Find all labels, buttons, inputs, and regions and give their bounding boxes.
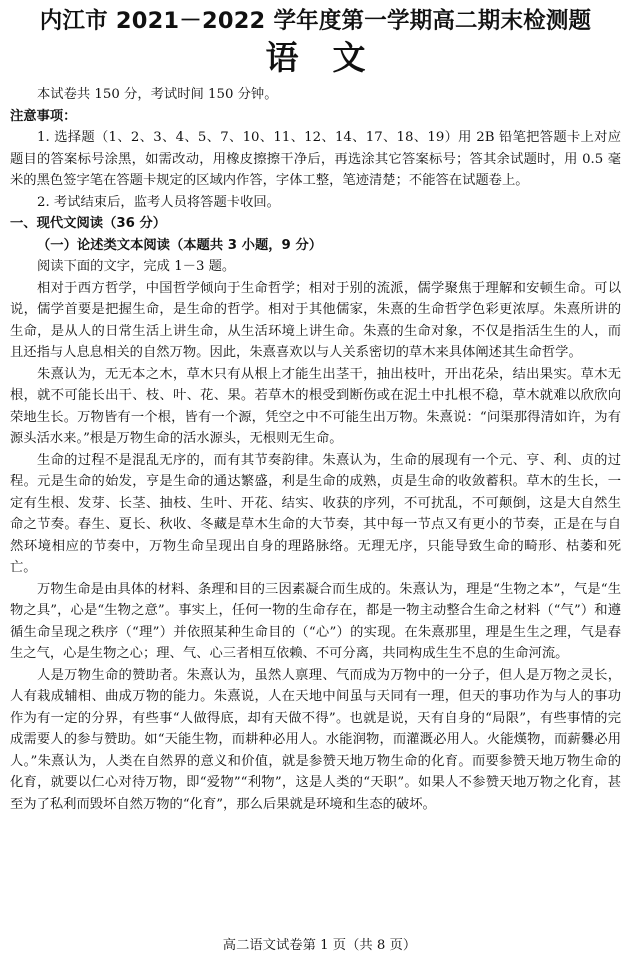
passage-paragraph-5: 人是万物生命的赞助者。朱熹认为，虽然人禀理、气而成为万物中的一分子，但人是万物之灵长，人有栽成辅相、曲成万物的能力。朱熹说，人在天地中间虽与天同有一理，但天的事功作为与人的事功作为有一定的分界，有些事“人做得底，却有天做不得”。也就是说，天有自身的“局限”，有些事情的完成需要人的参与赞助。如“天能生物，而耕种必用人。水能润物，而灌溉必用人。火能熯物，而薪爨必用人。”朱熹认为，人类在自然界的意义和价值，就是参赞天地万物生命的化育。而要参赞天地万物生命的化育，就要以仁心对待万物，即“爱物”“利物”，这是人类的“天职”。如果人不参赞天地万物之化育，甚至为了私利而毁坏自然万物的“化育”，那么后果就是环境和生态的破坏。 xyxy=(10,667,621,812)
notice-item-2: 2. 考试结束后，监考人员将答题卡收回。 xyxy=(37,194,280,210)
passage-paragraph-4: 万物生命是由具体的材料、条理和目的三因素凝合而生成的。朱熹认为，理是“生物之本”，气是“生物之具”，心是“生物之意”。事实上，任何一物的生命存在，都是一物主动整合生命之材料（“气”）和遵循生命呈现之秩序（“理”）并依照某种生命目的（“心”）的实现。在朱熹那里，理是生生之理，气是春生之气，心是生物之心；理、气、心三者相互依赖、不可分离，共同构成生生不息的生命河流。 xyxy=(10,581,621,661)
intro-text: 本试卷共 150 分，考试时间 150 分钟。 xyxy=(37,87,278,102)
notice-heading: 注意事项： xyxy=(10,108,77,124)
section-heading: 一、现代文阅读（36 分） xyxy=(10,216,167,231)
exam-title: 内江市 2021－2022 学年度第一学期高二期末检测题 xyxy=(39,8,592,34)
subject-title: 语文 xyxy=(265,38,400,77)
passage-paragraph-3: 生命的过程不是混乱无序的，而有其节奏韵律。朱熹认为，生命的展现有一个元、亨、利、贞的过程。元是生命的始发，亨是生命的通达繁盛，利是生命的成熟，贞是生命的收敛蓄积。草木的生长，一定有生根、发芽、长茎、抽枝、生叶、开花、结实、收获的序列，不可扰乱，不可颠倒，这是大自然生命之节奏。春生、夏长、秋收、冬藏是草木生命的大节奏，其中每一节点又有更小的节奏，正是在与自然环境相应的节奏中，万物生命呈现出自身的理路脉络。无理无序，只能导致生命的畸形、枯萎和死亡。 xyxy=(10,452,621,575)
passage-paragraph-2: 朱熹认为，无无本之木，草木只有从根上才能生出茎干，抽出枝叶，开出花朵，结出果实。草木无根，就不可能长出干、枝、叶、花、果。若草木的根受到断伤或在泥土中扎根不稳，草木就难以欣欣向荣地生长。万物皆有一个根，皆有一个源，凭空之中不可能生出万物。朱熹说：“问渠那得清如许，为有源头活水来。”根是万物生命的活水源头，无根则无生命。 xyxy=(10,366,621,446)
passage-paragraph-1: 相对于西方哲学，中国哲学倾向于生命哲学；相对于别的流派，儒学聚焦于理解和安顿生命。可以说，儒学首要是把握生命，是生命的哲学。相对于其他儒家，朱熹的生命哲学色彩更浓厚。朱熹所讲的生命，是从人的日常生活上讲生命，从生活环境上讲生命。朱熹的生命对象，不仅是指活生生的人，而且还指与人息息相关的自然万物。因此，朱熹喜欢以与人关系密切的草木来具体阐述其生命哲学。 xyxy=(10,280,621,360)
subsection-heading: （一）论述类文本阅读（本题共 3 小题，9 分） xyxy=(37,237,323,253)
page-footer: 高二语文试卷第 1 页（共 8 页） xyxy=(222,938,417,953)
reading-instruction: 阅读下面的文字，完成 1－3 题。 xyxy=(37,259,236,274)
notice-item-1: 1. 选择题（1、2、3、4、5、7、10、11、12、14、17、18、19）用 2B 铅笔把答题卡上对应题目的答案标号涂黑，如需改动，用橡皮擦擦干净后，再选涂其它答案标号；答其余试题时，用 0.5 毫米的黑色签字笔在答题卡规定的区域内作答，字体工整，笔迹清楚；不能答在试题卷上。 xyxy=(10,130,621,188)
